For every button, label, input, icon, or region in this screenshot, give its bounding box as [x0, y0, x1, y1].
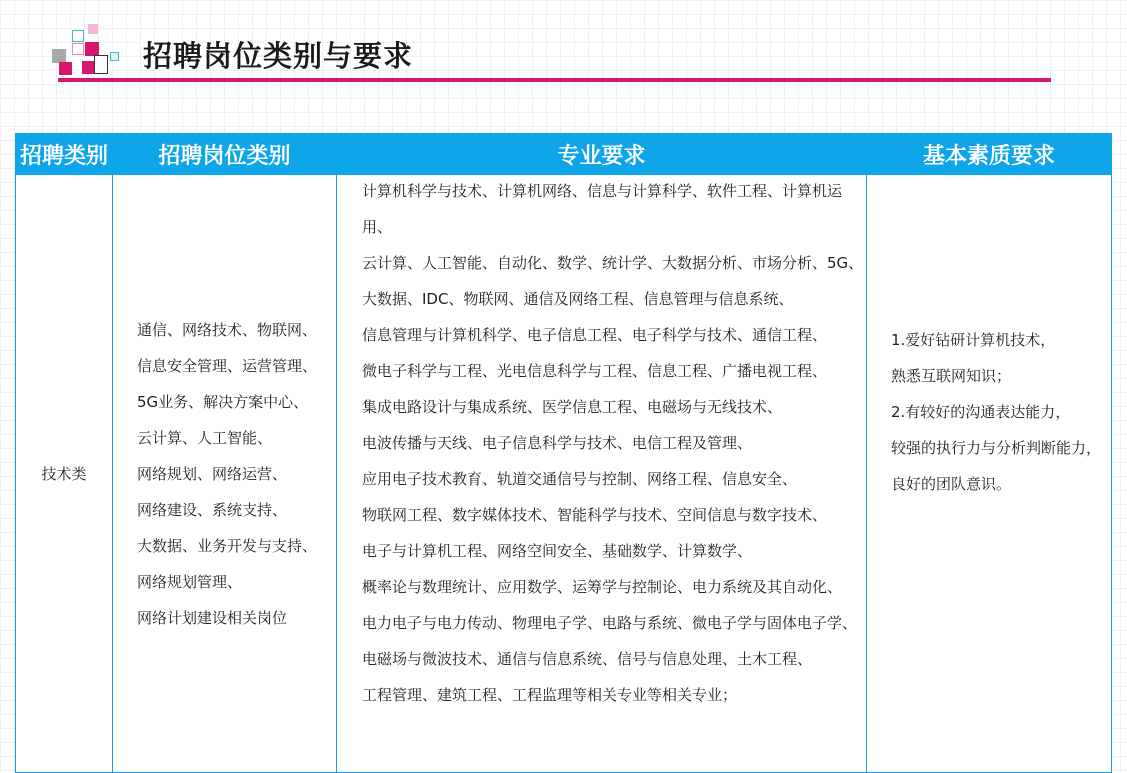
qualities-cell — [867, 175, 1112, 773]
position-item: 通信、网络技术、物联网、 — [137, 320, 318, 339]
title-underline — [58, 78, 1051, 82]
majors-cell — [337, 175, 867, 773]
major-line: 集成电路设计与集成系统、医学信息工程、电磁场与无线技术、 — [362, 397, 783, 416]
column-header-position: 招聘岗位类别 — [113, 134, 337, 175]
table-row — [16, 175, 1112, 773]
major-line: 微电子科学与工程、光电信息科学与工程、信息工程、广播电视工程、 — [362, 361, 828, 380]
quality-line: 良好的团队意识。 — [891, 474, 1012, 493]
category-label: 技术类 — [41, 465, 87, 483]
major-line: 电磁场与微波技术、通信与信息系统、信号与信息处理、土木工程、 — [362, 649, 813, 668]
position-item: 大数据、业务开发与支持、 — [137, 536, 318, 555]
position-item: 5G业务、解决方案中心、 — [137, 392, 309, 411]
major-line: 大数据、IDC、物联网、通信及网络工程、信息管理与信息系统、 — [362, 289, 794, 308]
quality-line: 1.爱好钻研计算机技术， — [891, 330, 1056, 349]
column-header-quality: 基本素质要求 — [867, 134, 1112, 175]
quality-line: 较强的执行力与分析判断能力， — [891, 438, 1102, 457]
column-header-major: 专业要求 — [337, 134, 867, 175]
position-item: 网络计划建设相关岗位 — [137, 608, 288, 627]
major-line: 应用电子技术教育、轨道交通信号与控制、网络工程、信息安全、 — [362, 469, 798, 488]
position-item: 网络规划、网络运营、 — [137, 464, 288, 483]
quality-line: 熟悉互联网知识； — [891, 366, 1012, 385]
requirements-table — [15, 133, 1112, 773]
logo-icon — [52, 22, 122, 76]
major-line: 物联网工程、数字媒体技术、智能科学与技术、空间信息与数字技术、 — [362, 505, 828, 524]
position-item: 网络建设、系统支持、 — [137, 500, 288, 519]
category-cell — [16, 175, 113, 773]
page-title: 招聘岗位类别与要求 — [143, 39, 414, 73]
major-line: 工程管理、建筑工程、工程监理等相关专业等相关专业； — [362, 685, 738, 704]
major-line: 电子与计算机工程、网络空间安全、基础数学、计算数学、 — [362, 541, 753, 560]
major-line: 信息管理与计算机科学、电子信息工程、电子科学与技术、通信工程、 — [362, 325, 828, 344]
major-line: 概率论与数理统计、应用数学、运筹学与控制论、电力系统及其自动化、 — [362, 577, 843, 596]
positions-cell — [113, 175, 337, 773]
major-line: 电波传播与天线、电子信息科学与技术、电信工程及管理、 — [362, 433, 753, 452]
position-item: 信息安全管理、运营管理、 — [137, 356, 318, 375]
table-header-row — [16, 134, 1112, 175]
position-item: 网络规划管理、 — [137, 572, 243, 591]
major-line: 计算机科学与技术、计算机网络、信息与计算科学、软件工程、计算机运用、 — [362, 181, 843, 236]
position-item: 云计算、人工智能、 — [137, 428, 273, 447]
quality-line: 2.有较好的沟通表达能力， — [891, 402, 1071, 421]
column-header-category: 招聘类别 — [16, 134, 113, 175]
major-line: 云计算、人工智能、自动化、数学、统计学、大数据分析、市场分析、5G、 — [362, 253, 864, 272]
major-line: 电力电子与电力传动、物理电子学、电路与系统、微电子学与固体电子学、 — [362, 613, 858, 632]
